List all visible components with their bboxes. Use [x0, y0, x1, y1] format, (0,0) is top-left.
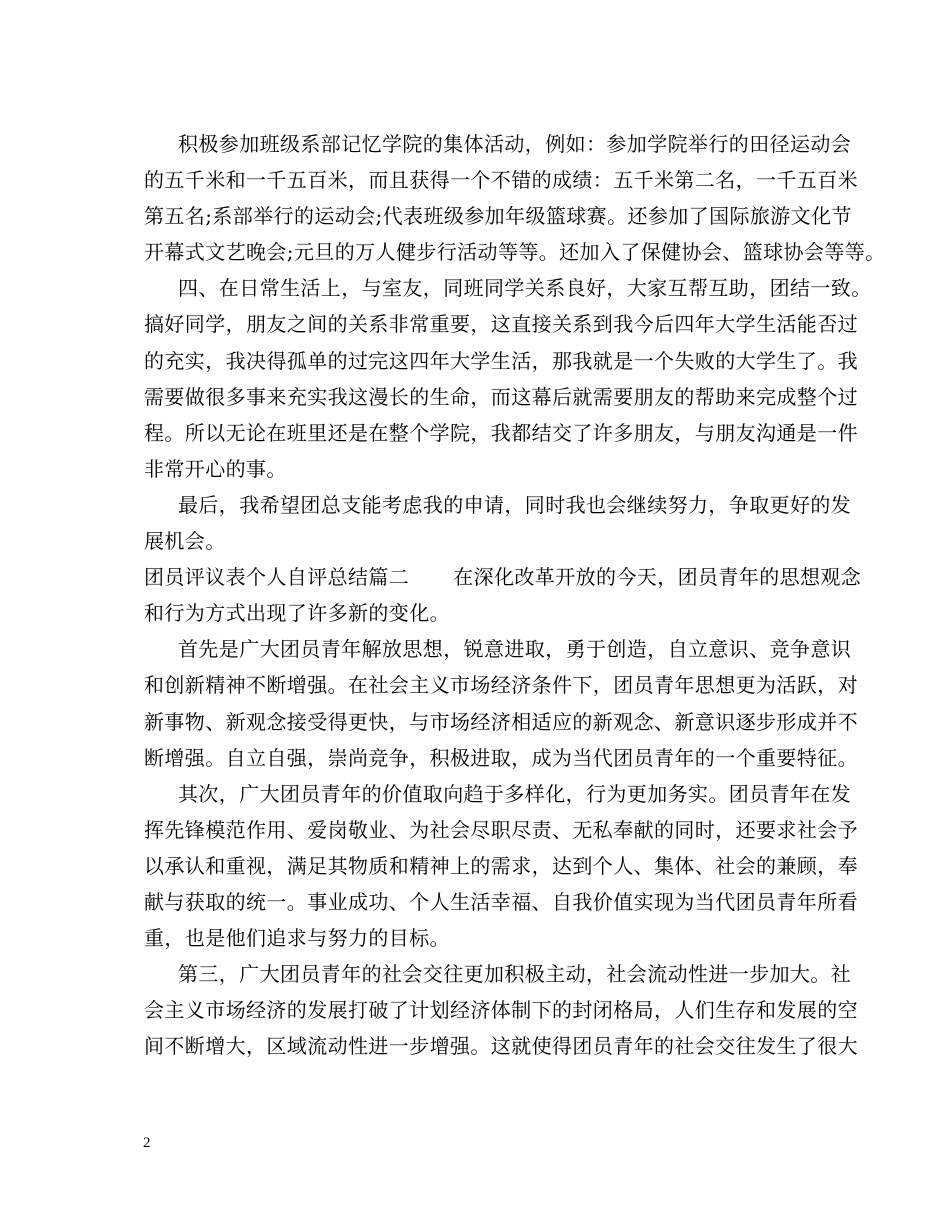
- text-line: 第三，广大团员青年的社会交往更加积极主动，社会流动性进一步加大。社: [178, 962, 852, 987]
- text-line: 首先是广大团员青年解放思想，锐意进取，勇于创造，自立意识、竞争意识: [178, 637, 852, 662]
- text-line: 的充实，我决得孤单的过完这四年大学生活，那我就是一个失败的大学生了。我: [144, 348, 858, 373]
- text-line: 断增强。自立自强，崇尚竞争，积极进取，成为当代团员青年的一个重要特征。: [144, 745, 858, 770]
- text-line: 最后，我希望团总支能考虑我的申请，同时我也会继续努力，争取更好的发: [178, 492, 852, 517]
- text-line: 其次，广大团员青年的价值取向趋于多样化，行为更加务实。团员青年在发: [178, 781, 852, 806]
- text-line: 积极参加班级系部记忆学院的集体活动，例如：参加学院举行的田径运动会: [178, 132, 852, 156]
- page-number: 2: [143, 1135, 151, 1151]
- text-line: 开幕式文艺晚会;元旦的万人健步行活动等等。还加入了保健协会、篮球协会等等。: [144, 240, 886, 265]
- section-heading-line: [144, 559, 862, 595]
- document-body: [144, 126, 886, 1064]
- text-line: 新事物、新观念接受得更快，与市场经济相适应的新观念、新意识逐步形成并不: [144, 709, 858, 734]
- text-line: 重，也是他们追求与努力的目标。: [144, 926, 450, 951]
- text-line: 程。所以无论在班里还是在整个学院，我都结交了许多朋友，与朋友沟通是一件: [144, 420, 858, 445]
- text-line: 献与获取的统一。事业成功、个人生活幸福、自我价值实现为当代团员青年所看: [144, 889, 858, 914]
- text-line: 展机会。: [144, 529, 226, 554]
- text-line: 搞好同学，朋友之间的关系非常重要，这直接关系到我今后四年大学生活能否过: [144, 312, 858, 337]
- text-line: 需要做很多事来充实我这漫长的生命，而这幕后就需要朋友的帮助来完成整个过: [144, 384, 858, 409]
- text-line: 间不断增大，区域流动性进一步增强。这就使得团员青年的社会交往发生了很大: [144, 1034, 858, 1059]
- text-line: 非常开心的事。: [144, 456, 287, 481]
- text-line: 会主义市场经济的发展打破了计划经济体制下的封闭格局，人们生存和发展的空: [144, 998, 858, 1023]
- text-line: 和行为方式出现了许多新的变化。: [144, 601, 450, 626]
- text-line: 和创新精神不断增强。在社会主义市场经济条件下，团员青年思想更为活跃，对: [144, 673, 858, 698]
- text-line: 的五千米和一千五百米，而且获得一个不错的成绩：五千米第二名，一千五百米: [144, 168, 858, 193]
- section-heading: 团员评议表个人自评总结篇二: [144, 565, 410, 590]
- text-line: 四、在日常生活上，与室友，同班同学关系良好，大家互帮互助，团结一致。: [178, 276, 872, 301]
- text-line: 第五名;系部举行的运动会;代表班级参加年级篮球赛。还参加了国际旅游文化节: [144, 204, 852, 229]
- text-line-fragment: 在深化改革开放的今天，团员青年的思想观念: [453, 565, 862, 590]
- text-line: 以承认和重视，满足其物质和精神上的需求，达到个人、集体、社会的兼顾，奉: [144, 853, 858, 878]
- text-line: 挥先锋模范作用、爱岗敬业、为社会尽职尽责、无私奉献的同时，还要求社会予: [144, 817, 858, 842]
